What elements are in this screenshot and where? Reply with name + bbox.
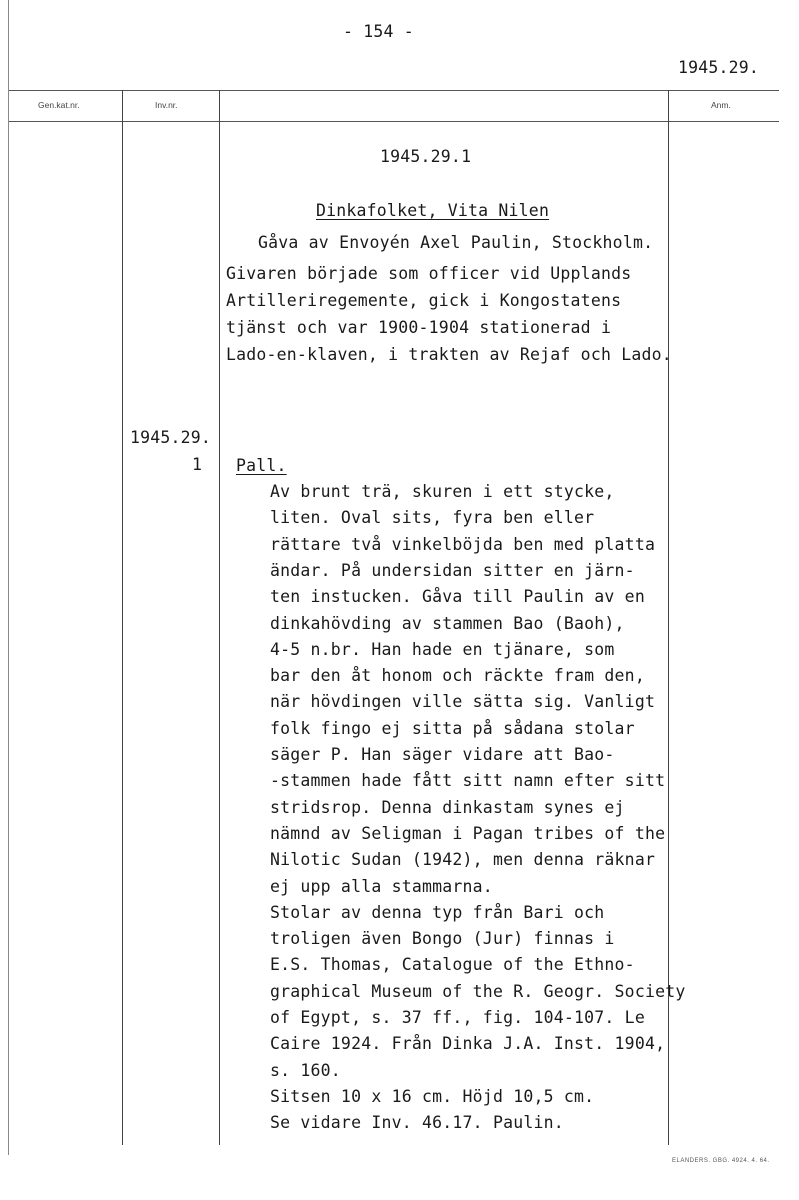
- description-line: ten instucken. Gåva till Paulin av en: [270, 587, 645, 607]
- description-line: ändar. På undersidan sitter en järn-: [270, 560, 635, 580]
- description-line: -stammen hade fått sitt namn efter sitt: [270, 771, 666, 791]
- inv-item-number: 1: [192, 455, 203, 474]
- intro-line: Artilleriregemente, gick i Kongostatens: [226, 291, 622, 310]
- column-divider-2: [219, 90, 220, 1145]
- column-divider-1: [122, 90, 123, 1145]
- description-line: Stolar av denna typ från Bari och: [270, 902, 605, 922]
- entry-title: 1945.29.1: [380, 147, 472, 166]
- description-line: bar den åt honom och räckte fram den,: [270, 666, 645, 686]
- description-line: E.S. Thomas, Catalogue of the Ethno-: [270, 955, 635, 975]
- footer-imprint: ELANDERS. GBG. 4924. 4. 64.: [672, 1158, 770, 1164]
- item-name: Pall.: [236, 456, 287, 475]
- description-line: säger P. Han säger vidare att Bao-: [270, 745, 615, 764]
- description-line: troligen även Bongo (Jur) finnas i: [270, 929, 615, 949]
- intro-line: tjänst och var 1900-1904 stationerad i: [226, 318, 612, 337]
- column-header-anm: Anm.: [711, 100, 731, 110]
- description-line: Caire 1924. Från Dinka J.A. Inst. 1904,: [270, 1034, 666, 1054]
- description-line: folk fingo ej sitta på sådana stolar: [270, 718, 635, 738]
- page-number: - 154 -: [343, 22, 414, 41]
- header-top-rule: [8, 90, 779, 91]
- description-line: graphical Museum of the R. Geogr. Society: [270, 981, 686, 1001]
- column-header-gen-kat: Gen.kat.nr.: [38, 100, 80, 110]
- inv-number: 1945.29.: [130, 428, 212, 447]
- description-line: s. 160.: [270, 1060, 341, 1080]
- description-line: Sitsen 10 x 16 cm. Höjd 10,5 cm.: [270, 1086, 595, 1106]
- description-line: när hövdingen ville sätta sig. Vanligt: [270, 692, 656, 712]
- description-line: Se vidare Inv. 46.17. Paulin.: [270, 1113, 564, 1133]
- header-bottom-rule: [8, 121, 779, 122]
- description-line: of Egypt, s. 37 ff., fig. 104-107. Le: [270, 1008, 645, 1027]
- description-line: Av brunt trä, skuren i ett stycke,: [270, 482, 615, 501]
- description-line: dinkahövding av stammen Bao (Baoh),: [270, 613, 625, 633]
- description-line: rättare två vinkelböjda ben med platta: [270, 534, 656, 554]
- description-line: stridsrop. Denna dinkastam synes ej: [270, 797, 625, 817]
- description-line: Nilotic Sudan (1942), men denna räknar: [270, 850, 656, 870]
- description-line: nämnd av Seligman i Pagan tribes of the: [270, 823, 666, 843]
- intro-line: Lado-en-klaven, i trakten av Rejaf och Lado.: [226, 345, 672, 364]
- description-line: liten. Oval sits, fyra ben eller: [270, 508, 595, 528]
- top-right-code: 1945.29.: [678, 58, 760, 77]
- subject-heading: Dinkafolket, Vita Nilen: [316, 201, 550, 220]
- description-line: 4-5 n.br. Han hade en tjänare, som: [270, 639, 615, 659]
- column-header-inv: Inv.nr.: [155, 100, 178, 110]
- donor-line: Gåva av Envoyén Axel Paulin, Stockholm.: [258, 233, 654, 252]
- description-line: ej upp alla stammarna.: [270, 876, 493, 896]
- left-page-edge: [8, 0, 9, 1155]
- intro-line: Givaren började som officer vid Upplands: [226, 264, 632, 283]
